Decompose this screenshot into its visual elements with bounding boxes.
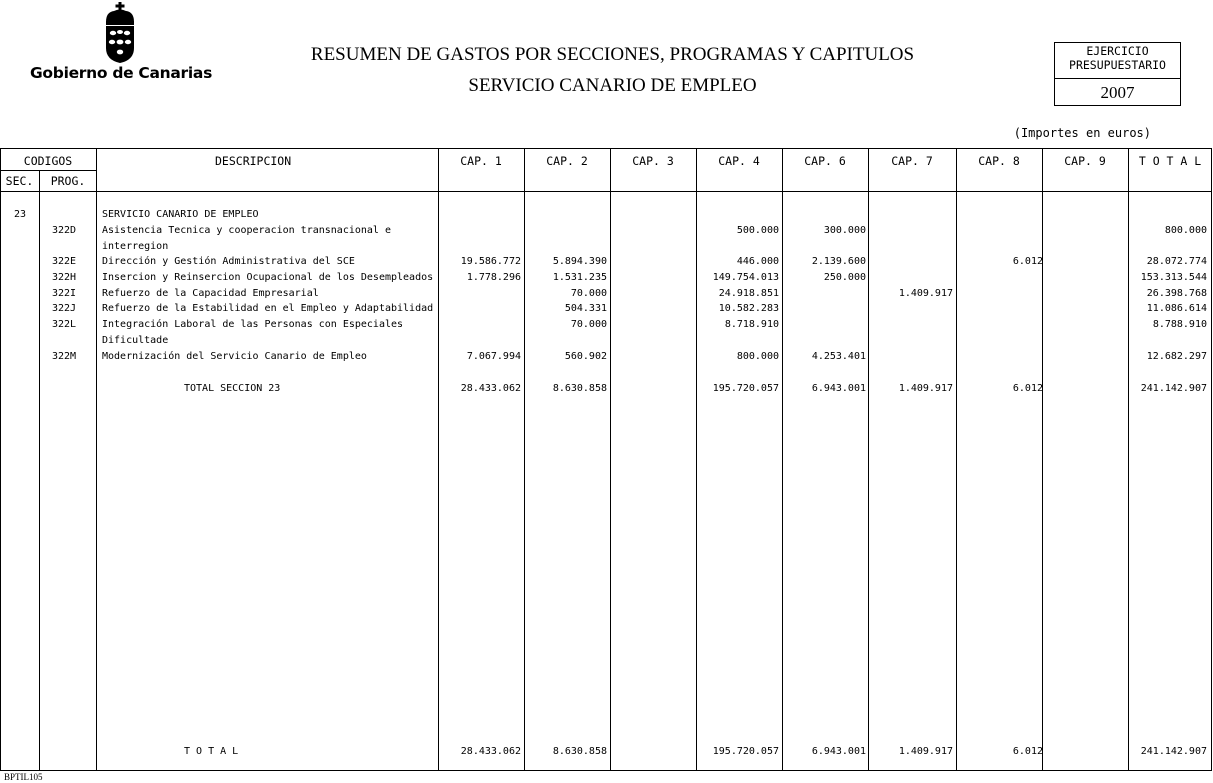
section-name: SERVICIO CANARIO DE EMPLEO — [102, 209, 259, 220]
row-cap6-value: 2.139.600 — [811, 256, 866, 267]
row-description: Refuerzo de la Capacidad Empresarial — [102, 288, 319, 299]
grand-total-row-label: T O T A L — [184, 746, 239, 757]
section-total-row-cap7: 1.409.917 — [898, 383, 953, 394]
header-bottom-rule — [0, 191, 1212, 192]
column-divider — [438, 148, 439, 771]
column-divider — [610, 148, 611, 771]
row-cap2-value: 1.531.235 — [552, 272, 607, 283]
row-cap4-value: 149.754.013 — [712, 272, 779, 283]
ejercicio-divider — [1055, 78, 1180, 79]
row-cap4-value: 10.582.283 — [718, 303, 779, 314]
section-total-row-label: TOTAL SECCION 23 — [184, 383, 281, 394]
ejercicio-label — [1055, 44, 1180, 72]
row-description: Refuerzo de la Estabilidad en el Empleo y Adaptabilidad — [102, 303, 434, 314]
header-cap7: CAP. 7 — [891, 154, 933, 168]
column-divider — [696, 148, 697, 771]
column-divider — [524, 148, 525, 771]
row-total-value: 26.398.768 — [1146, 288, 1207, 299]
report-subtitle: SERVICIO CANARIO DE EMPLEO — [468, 75, 757, 96]
row-total-value: 800.000 — [1164, 225, 1207, 236]
column-divider — [782, 148, 783, 771]
section-code: 23 — [14, 209, 27, 220]
prog-code: 322H — [52, 272, 77, 283]
header-cap9: CAP. 9 — [1064, 154, 1106, 168]
header-total: T O T A L — [1138, 154, 1202, 168]
prog-code: 322M — [52, 351, 77, 362]
grand-total-row-cap7: 1.409.917 — [898, 746, 953, 757]
section-total-row-cap6: 6.943.001 — [811, 383, 866, 394]
header-cap3: CAP. 3 — [632, 154, 674, 168]
row-cap2-value: 5.894.390 — [552, 256, 607, 267]
grand-total-row-cap2: 8.630.858 — [552, 746, 607, 757]
ejercicio-year: 2007 — [1100, 83, 1135, 102]
header-cap6: CAP. 6 — [804, 154, 846, 168]
row-cap6-value: 4.253.401 — [811, 351, 866, 362]
coat-of-arms-icon — [100, 2, 140, 64]
row-total-value: 153.313.544 — [1140, 272, 1207, 283]
row-total-value: 8.788.910 — [1152, 319, 1207, 330]
column-divider — [1128, 148, 1129, 771]
budget-table — [0, 148, 1212, 771]
row-total-value: 11.086.614 — [1146, 303, 1207, 314]
report-code: BPTIL105 — [4, 772, 43, 782]
section-total-row-cap4: 195.720.057 — [712, 383, 779, 394]
row-cap4-value: 446.000 — [736, 256, 779, 267]
section-total-row-cap8: 6.012 — [1012, 383, 1043, 394]
row-cap2-value: 504.331 — [564, 303, 607, 314]
units-note: (Importes en euros) — [1013, 126, 1151, 140]
column-divider — [96, 148, 97, 771]
header-cap2: CAP. 2 — [546, 154, 588, 168]
header-sec: SEC. — [5, 174, 34, 188]
grand-total-row-total: 241.142.907 — [1140, 746, 1207, 757]
header-cap1: CAP. 1 — [460, 154, 502, 168]
row-total-value: 28.072.774 — [1146, 256, 1207, 267]
row-cap8-value: 6.012 — [1012, 256, 1043, 267]
header-divider — [0, 170, 96, 171]
grand-total-row-cap6: 6.943.001 — [811, 746, 866, 757]
grand-total-row-cap8: 6.012 — [1012, 746, 1043, 757]
row-description: Asistencia Tecnica y cooperacion transnacional e — [102, 225, 391, 236]
grand-total-row-cap1: 28.433.062 — [460, 746, 521, 757]
column-divider — [1042, 148, 1043, 771]
row-description: Insercion y Reinsercion Ocupacional de los Desempleados — [102, 272, 434, 283]
header-descripcion: DESCRIPCION — [215, 154, 292, 168]
ejercicio-label-line2: PRESUPUESTARIO — [1069, 58, 1166, 72]
ejercicio-box — [1054, 42, 1181, 106]
column-divider — [39, 170, 40, 771]
column-divider — [868, 148, 869, 771]
row-description: Modernización del Servicio Canario de Empleo — [102, 351, 367, 362]
prog-code: 322E — [52, 256, 77, 267]
section-total-row-total: 241.142.907 — [1140, 383, 1207, 394]
row-description: Dirección y Gestión Administrativa del SCE — [102, 256, 355, 267]
section-total-row-cap2: 8.630.858 — [552, 383, 607, 394]
header-cap8: CAP. 8 — [978, 154, 1020, 168]
row-cap2-value: 70.000 — [570, 288, 607, 299]
ejercicio-label-line1: EJERCICIO — [1086, 44, 1149, 58]
row-description-cont: interregion — [102, 241, 169, 252]
row-cap4-value: 500.000 — [736, 225, 779, 236]
row-cap6-value: 250.000 — [823, 272, 866, 283]
row-cap1-value: 19.586.772 — [460, 256, 521, 267]
gobierno-logo — [30, 2, 210, 84]
prog-code: 322I — [52, 288, 77, 299]
row-cap6-value: 300.000 — [823, 225, 866, 236]
header-prog: PROG. — [50, 174, 86, 188]
column-divider — [956, 148, 957, 771]
logo-text: Gobierno de Canarias — [30, 64, 212, 82]
row-cap7-value: 1.409.917 — [898, 288, 953, 299]
header-codigos: CODIGOS — [23, 154, 73, 168]
row-cap1-value: 1.778.296 — [466, 272, 521, 283]
prog-code: 322L — [52, 319, 77, 330]
row-description-cont: Dificultade — [102, 335, 169, 346]
row-cap4-value: 8.718.910 — [724, 319, 779, 330]
row-cap2-value: 560.902 — [564, 351, 607, 362]
section-total-row-cap1: 28.433.062 — [460, 383, 521, 394]
header-cap4: CAP. 4 — [718, 154, 760, 168]
row-total-value: 12.682.297 — [1146, 351, 1207, 362]
row-cap1-value: 7.067.994 — [466, 351, 521, 362]
grand-total-row-cap4: 195.720.057 — [712, 746, 779, 757]
prog-code: 322D — [52, 225, 77, 236]
prog-code: 322J — [52, 303, 77, 314]
report-title: RESUMEN DE GASTOS POR SECCIONES, PROGRAMAS Y CAPITULOS — [310, 44, 915, 65]
row-cap4-value: 24.918.851 — [718, 288, 779, 299]
row-cap2-value: 70.000 — [570, 319, 607, 330]
row-cap4-value: 800.000 — [736, 351, 779, 362]
row-description: Integración Laboral de las Personas con Especiales — [102, 319, 404, 330]
